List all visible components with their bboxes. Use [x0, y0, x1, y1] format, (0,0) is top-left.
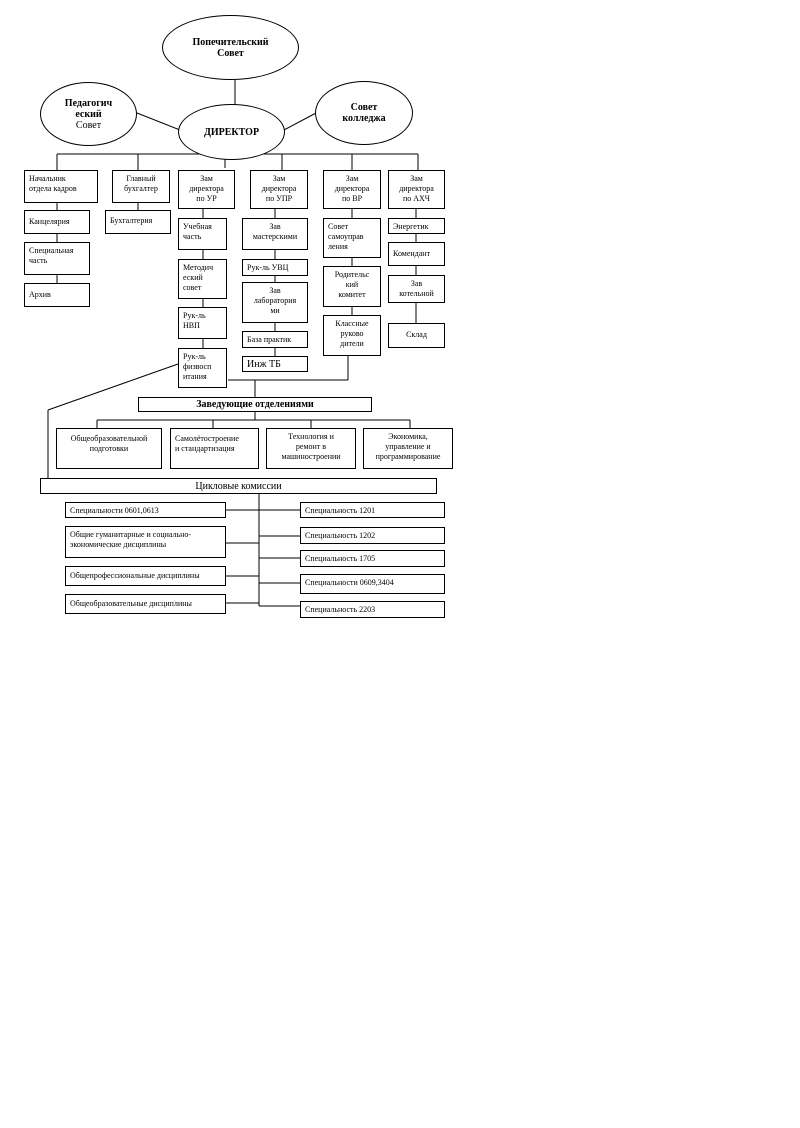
pedagogical-council-oval	[40, 82, 137, 146]
department-general-education-box: Общеобразовательной подготовки	[56, 428, 162, 469]
safety-engineer-box: Инж ТБ	[242, 356, 308, 372]
specialty-0609-3404-box: Специальности 0609,3404	[300, 574, 445, 594]
director-oval	[178, 104, 285, 160]
power-engineer-box: Энергетик	[388, 218, 445, 234]
college-council-label: Совет колледжа	[342, 102, 386, 124]
boiler-head-box: Зав котельной	[388, 275, 445, 303]
department-economics-box: Экономика, управление и программирование	[363, 428, 453, 469]
chief-accountant-box: Главный бухгалтер	[112, 170, 170, 203]
trustees-council-oval	[162, 15, 299, 80]
specialty-1202-box: Специальность 1202	[300, 527, 445, 544]
deputy-upr-box: Зам директора по УПР	[250, 170, 308, 209]
chancellery-box: Канцелярия	[24, 210, 90, 234]
class-teachers-box: Классные руково дители	[323, 315, 381, 356]
deputy-ahch-box: Зам директора по АХЧ	[388, 170, 445, 209]
department-aircraft-box: Самолётостроение и стандартизация	[170, 428, 259, 469]
laboratories-head-box: Зав лаборатория ми	[242, 282, 308, 323]
workshops-head-box: Зав мастерскими	[242, 218, 308, 250]
departments-head-box: Заведующие отделениями	[138, 397, 372, 412]
hr-head-box: Начальник отдела кадров	[24, 170, 98, 203]
parents-committee-box: Родительс кий комитет	[323, 266, 381, 307]
cycle-commissions-head-box: Цикловые комиссии	[40, 478, 437, 494]
archive-box: Архив	[24, 283, 90, 307]
specialty-2203-box: Специальность 2203	[300, 601, 445, 618]
practice-base-box: База практик	[242, 331, 308, 348]
commission-humanitarian-box: Общие гуманитарные и социально- экономические дисциплины	[65, 526, 226, 558]
special-part-box: Специальная часть	[24, 242, 90, 275]
pedagogical-council-sublabel: Совет	[75, 119, 102, 131]
commission-general-education-box: Общеобразовательные дисциплины	[65, 594, 226, 614]
deputy-ur-box: Зам директора по УР	[178, 170, 235, 209]
warehouse-box: Склад	[388, 323, 445, 348]
accounting-box: Бухгалтерия	[105, 210, 171, 234]
methodical-council-box: Методич еский совет	[178, 259, 227, 299]
department-technology-box: Технология и ремонт в машиностроении	[266, 428, 356, 469]
specialty-1201-box: Специальность 1201	[300, 502, 445, 518]
commission-general-professional-box: Общепрофессиональные дисциплины	[65, 566, 226, 586]
pedagogical-council-label: Педагогич еский	[64, 97, 113, 120]
specialty-1705-box: Специальность 1705	[300, 550, 445, 567]
uvc-head-box: Рук-ль УВЦ	[242, 259, 308, 276]
deputy-vr-box: Зам директора по ВР	[323, 170, 381, 209]
commandant-box: Комендант	[388, 242, 445, 266]
academic-part-box: Учебная часть	[178, 218, 227, 250]
trustees-council-label: Попечительский Совет	[192, 36, 269, 59]
self-government-box: Совет самоуправ ления	[323, 218, 381, 258]
commission-0601-0613-box: Специальности 0601,0613	[65, 502, 226, 518]
college-council-oval	[315, 81, 413, 145]
director-label: ДИРЕКТОР	[203, 126, 260, 138]
nvp-head-box: Рук-ль НВП	[178, 307, 227, 339]
phys-ed-head-box: Рук-ль физвосп итания	[178, 348, 227, 388]
